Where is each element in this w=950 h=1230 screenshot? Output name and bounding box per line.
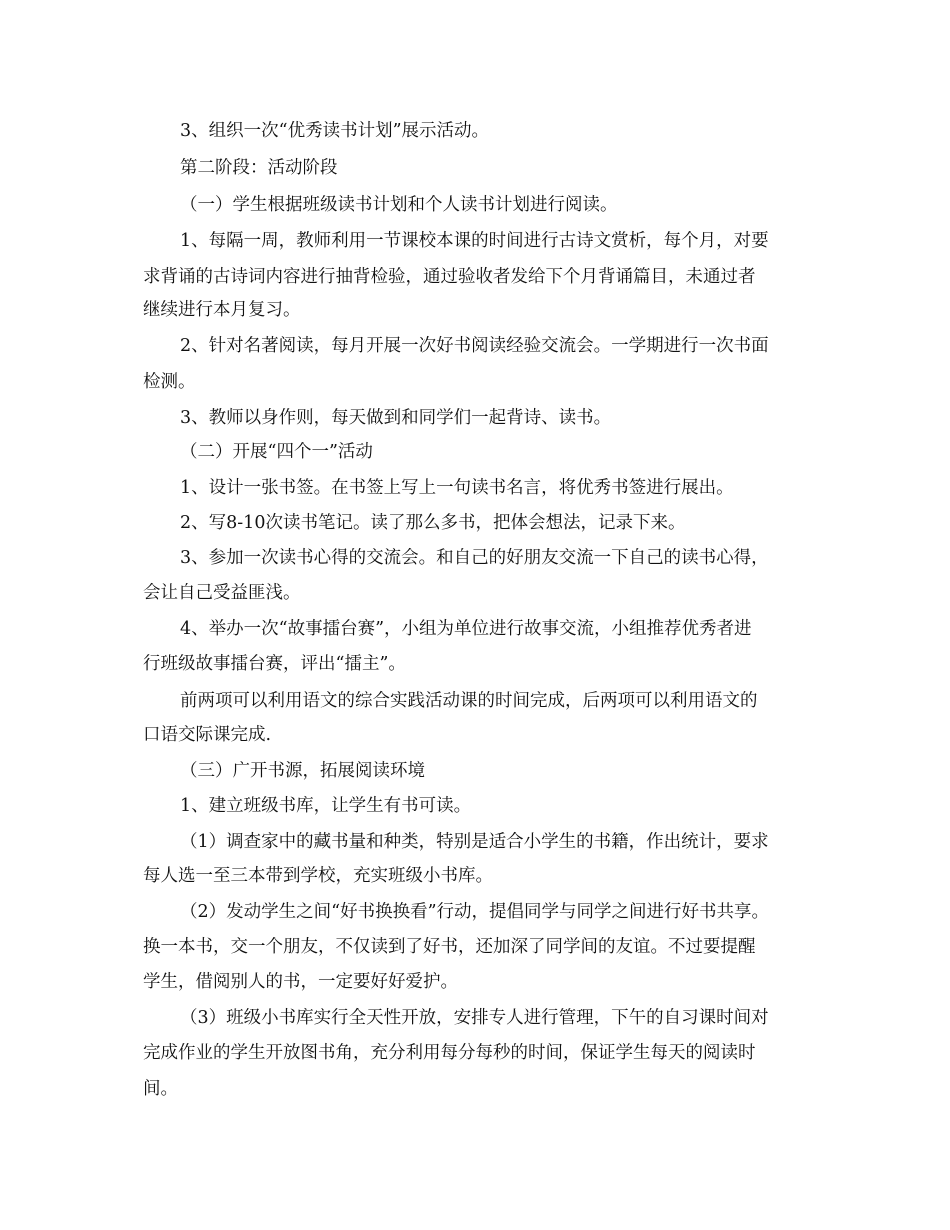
text-line: 学生，借阅别人的书，一定要好好爱护。 xyxy=(143,972,458,992)
text-line: 换一本书，交一个朋友，不仅读到了好书，还加深了同学间的友谊。不过要提醒 xyxy=(143,937,756,957)
subsection-heading: （三）广开书源，拓展阅读环境 xyxy=(180,761,425,781)
subsection-heading: （二）开展“四个一”活动 xyxy=(180,442,373,462)
text-line: 间。 xyxy=(143,1079,178,1099)
text-line: 前两项可以利用语文的综合实践活动课的时间完成，后两项可以利用语文的 xyxy=(180,691,758,711)
text-line: 完成作业的学生开放图书角，充分利用每分每秒的时间，保证学生每天的阅读时 xyxy=(143,1043,756,1063)
text-line: 3、教师以身作则，每天做到和同学们一起背诗、读书。 xyxy=(180,408,612,428)
text-line: 求背诵的古诗词内容进行抽背检验，通过验收者发给下个月背诵篇目，未通过者 xyxy=(143,267,756,287)
text-line: 2、针对名著阅读，每月开展一次好书阅读经验交流会。一学期进行一次书面 xyxy=(180,336,769,356)
text-line: 每人选一至三本带到学校，充实班级小书库。 xyxy=(143,866,493,886)
text-line: 1、建立班级书库，让学生有书可读。 xyxy=(180,796,472,816)
text-line: 口语交际课完成. xyxy=(143,725,272,745)
text-line: 2、写8-10次读书笔记。读了那么多书，把体会想法，记录下来。 xyxy=(180,513,686,533)
text-line: 会让自己受益匪浅。 xyxy=(143,583,301,603)
text-line: 检测。 xyxy=(143,372,196,392)
text-line: 3、参加一次读书心得的交流会。和自己的好朋友交流一下自己的读书心得， xyxy=(180,548,769,568)
text-line: 1、设计一张书签。在书签上写上一句读书名言，将优秀书签进行展出。 xyxy=(180,478,734,498)
text-line: （1）调查家中的藏书量和种类，特别是适合小学生的书籍，作出统计，要求 xyxy=(180,832,769,852)
text-line: 行班级故事擂台赛，评出“擂主”。 xyxy=(143,654,406,674)
text-line: （3）班级小书库实行全天性开放，安排专人进行管理，下午的自习课时间对 xyxy=(180,1008,769,1028)
section-heading: 第二阶段：活动阶段 xyxy=(180,158,338,178)
subsection-heading: （一）学生根据班级读书计划和个人读书计划进行阅读。 xyxy=(180,195,618,215)
text-line: 继续进行本月复习。 xyxy=(143,300,301,320)
text-line: 3、组织一次“优秀读书计划”展示活动。 xyxy=(180,121,490,141)
text-line: 1、每隔一周，教师利用一节课校本课的时间进行古诗文赏析，每个月，对要 xyxy=(180,231,769,251)
text-line: 4、举办一次“故事擂台赛”，小组为单位进行故事交流，小组推荐优秀者进 xyxy=(180,619,752,639)
text-line: （2）发动学生之间“好书换换看”行动，提倡同学与同学之间进行好书共享。 xyxy=(180,902,770,922)
